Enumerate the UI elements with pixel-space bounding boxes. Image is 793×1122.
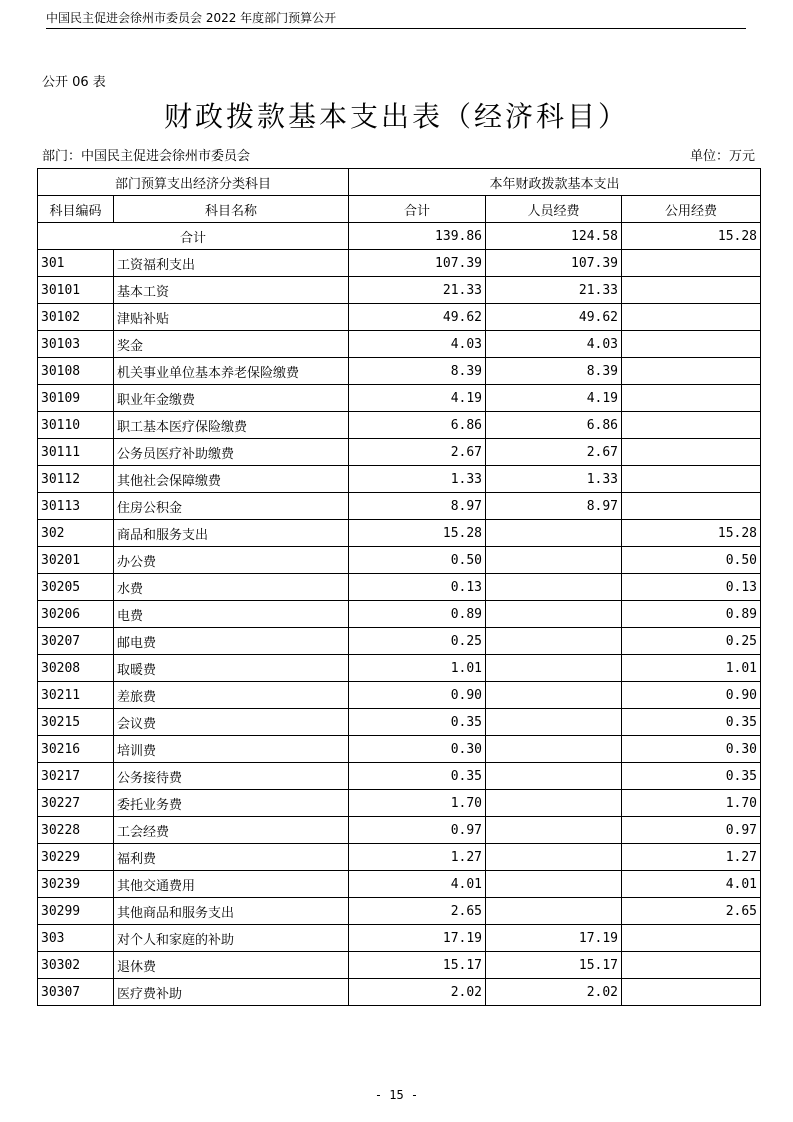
row-code: 30108 [38,358,114,385]
row-name: 水费 [114,574,349,601]
row-personnel [486,628,622,655]
header-total: 合计 [349,196,486,223]
row-public [622,925,761,952]
header-rule [46,28,746,29]
row-public [622,358,761,385]
row-public: 2.65 [622,898,761,925]
row-name: 其他商品和服务支出 [114,898,349,925]
row-personnel [486,898,622,925]
row-total: 1.70 [349,790,486,817]
row-code: 30239 [38,871,114,898]
row-public: 1.70 [622,790,761,817]
row-public: 1.27 [622,844,761,871]
header-personnel: 人员经费 [486,196,622,223]
table-row [38,358,761,385]
table-row [38,385,761,412]
row-code: 30102 [38,304,114,331]
row-public: 0.30 [622,736,761,763]
row-personnel: 107.39 [486,250,622,277]
row-code: 30229 [38,844,114,871]
table-row [38,520,761,547]
row-name: 差旅费 [114,682,349,709]
row-code: 30227 [38,790,114,817]
row-name: 工会经费 [114,817,349,844]
row-name: 职业年金缴费 [114,385,349,412]
table-row [38,682,761,709]
row-public [622,412,761,439]
row-code: 30208 [38,655,114,682]
row-code: 30206 [38,601,114,628]
row-public [622,385,761,412]
total-amount: 139.86 [349,223,486,250]
row-name: 商品和服务支出 [114,520,349,547]
row-public [622,304,761,331]
row-name: 基本工资 [114,277,349,304]
row-personnel [486,817,622,844]
table-row [38,763,761,790]
row-code: 30217 [38,763,114,790]
row-personnel [486,736,622,763]
row-public: 0.35 [622,763,761,790]
row-name: 对个人和家庭的补助 [114,925,349,952]
total-personnel: 124.58 [486,223,622,250]
row-name: 医疗费补助 [114,979,349,1006]
row-personnel [486,763,622,790]
row-total: 0.13 [349,574,486,601]
table-row [38,412,761,439]
table-row [38,844,761,871]
row-code: 30111 [38,439,114,466]
row-personnel: 2.67 [486,439,622,466]
table-row [38,655,761,682]
row-code: 302 [38,520,114,547]
row-total: 0.90 [349,682,486,709]
table-row [38,871,761,898]
table-row [38,979,761,1006]
table-number: 公开 06 表 [42,75,106,90]
table-row [38,277,761,304]
row-name: 机关事业单位基本养老保险缴费 [114,358,349,385]
row-name: 其他社会保障缴费 [114,466,349,493]
row-public: 1.01 [622,655,761,682]
row-total: 21.33 [349,277,486,304]
header-group-row [38,169,761,196]
row-name: 会议费 [114,709,349,736]
row-total: 2.67 [349,439,486,466]
row-total: 49.62 [349,304,486,331]
row-public: 0.13 [622,574,761,601]
table-row [38,925,761,952]
row-public [622,250,761,277]
row-public [622,439,761,466]
unit-label: 单位：万元 [689,149,755,164]
row-code: 30205 [38,574,114,601]
row-name: 办公费 [114,547,349,574]
row-public [622,952,761,979]
row-name: 电费 [114,601,349,628]
row-public: 0.50 [622,547,761,574]
row-personnel: 6.86 [486,412,622,439]
total-label: 合计 [38,223,349,250]
row-total: 15.17 [349,952,486,979]
row-total: 1.01 [349,655,486,682]
row-name: 培训费 [114,736,349,763]
row-personnel [486,790,622,817]
row-total: 2.02 [349,979,486,1006]
row-total: 4.01 [349,871,486,898]
row-total: 0.30 [349,736,486,763]
header-column-row [38,196,761,223]
department-label: 部门：中国民主促进会徐州市委员会 [42,149,251,164]
row-public: 15.28 [622,520,761,547]
row-personnel: 1.33 [486,466,622,493]
row-total: 17.19 [349,925,486,952]
table-row [38,952,761,979]
table-row [38,817,761,844]
row-public [622,331,761,358]
running-header: 中国民主促进会徐州市委员会 2022 年度部门预算公开 [46,11,337,25]
row-public: 0.25 [622,628,761,655]
table-row [38,439,761,466]
row-total: 8.39 [349,358,486,385]
row-code: 30207 [38,628,114,655]
row-name: 其他交通费用 [114,871,349,898]
row-name: 公务员医疗补助缴费 [114,439,349,466]
table-row [38,304,761,331]
row-total: 6.86 [349,412,486,439]
row-total: 0.89 [349,601,486,628]
table-row [38,547,761,574]
row-code: 30109 [38,385,114,412]
table-row [38,574,761,601]
row-public: 0.97 [622,817,761,844]
row-code: 30307 [38,979,114,1006]
row-code: 30215 [38,709,114,736]
row-code: 30299 [38,898,114,925]
row-total: 0.35 [349,763,486,790]
table-row [38,331,761,358]
row-personnel: 8.97 [486,493,622,520]
table-row [38,628,761,655]
row-name: 津贴补贴 [114,304,349,331]
row-total: 0.35 [349,709,486,736]
expenditure-table [37,168,761,1006]
row-name: 公务接待费 [114,763,349,790]
row-personnel [486,520,622,547]
row-personnel: 4.19 [486,385,622,412]
row-personnel: 21.33 [486,277,622,304]
row-total: 4.19 [349,385,486,412]
table-row [38,250,761,277]
row-personnel [486,682,622,709]
row-name: 退休费 [114,952,349,979]
row-code: 30113 [38,493,114,520]
row-name: 取暖费 [114,655,349,682]
row-personnel [486,871,622,898]
row-public [622,277,761,304]
row-public: 4.01 [622,871,761,898]
row-personnel: 2.02 [486,979,622,1006]
row-personnel [486,844,622,871]
row-total: 0.50 [349,547,486,574]
row-code: 30216 [38,736,114,763]
row-personnel [486,709,622,736]
row-personnel: 15.17 [486,952,622,979]
header-basic-expenditure: 本年财政拨款基本支出 [349,169,761,196]
header-public: 公用经费 [622,196,761,223]
row-total: 8.97 [349,493,486,520]
row-public: 0.90 [622,682,761,709]
page-title: 财政拨款基本支出表（经济科目） [163,100,629,133]
row-total: 1.33 [349,466,486,493]
row-name: 邮电费 [114,628,349,655]
row-total: 0.97 [349,817,486,844]
row-public: 0.89 [622,601,761,628]
table-row [38,709,761,736]
row-code: 30211 [38,682,114,709]
table-row [38,601,761,628]
row-personnel: 49.62 [486,304,622,331]
row-total: 15.28 [349,520,486,547]
row-public [622,493,761,520]
row-code: 30112 [38,466,114,493]
row-public: 0.35 [622,709,761,736]
row-total: 0.25 [349,628,486,655]
row-code: 30101 [38,277,114,304]
row-total: 107.39 [349,250,486,277]
row-code: 303 [38,925,114,952]
row-personnel [486,601,622,628]
row-total: 4.03 [349,331,486,358]
row-name: 委托业务费 [114,790,349,817]
total-public: 15.28 [622,223,761,250]
row-public [622,466,761,493]
row-personnel: 4.03 [486,331,622,358]
row-personnel: 8.39 [486,358,622,385]
row-code: 30201 [38,547,114,574]
page-number: - 15 - [374,1088,419,1102]
row-code: 30228 [38,817,114,844]
total-row [38,223,761,250]
header-code: 科目编码 [38,196,114,223]
table-row [38,898,761,925]
row-personnel [486,547,622,574]
table-row [38,790,761,817]
row-code: 30302 [38,952,114,979]
row-name: 工资福利支出 [114,250,349,277]
row-personnel [486,574,622,601]
row-code: 30103 [38,331,114,358]
row-code: 30110 [38,412,114,439]
row-personnel [486,655,622,682]
row-total: 1.27 [349,844,486,871]
row-personnel: 17.19 [486,925,622,952]
row-total: 2.65 [349,898,486,925]
row-public [622,979,761,1006]
row-name: 奖金 [114,331,349,358]
table-row [38,466,761,493]
row-name: 职工基本医疗保险缴费 [114,412,349,439]
header-economic-classification: 部门预算支出经济分类科目 [38,169,349,196]
table-row [38,493,761,520]
row-code: 301 [38,250,114,277]
header-name: 科目名称 [114,196,349,223]
row-name: 住房公积金 [114,493,349,520]
row-name: 福利费 [114,844,349,871]
table-row [38,736,761,763]
